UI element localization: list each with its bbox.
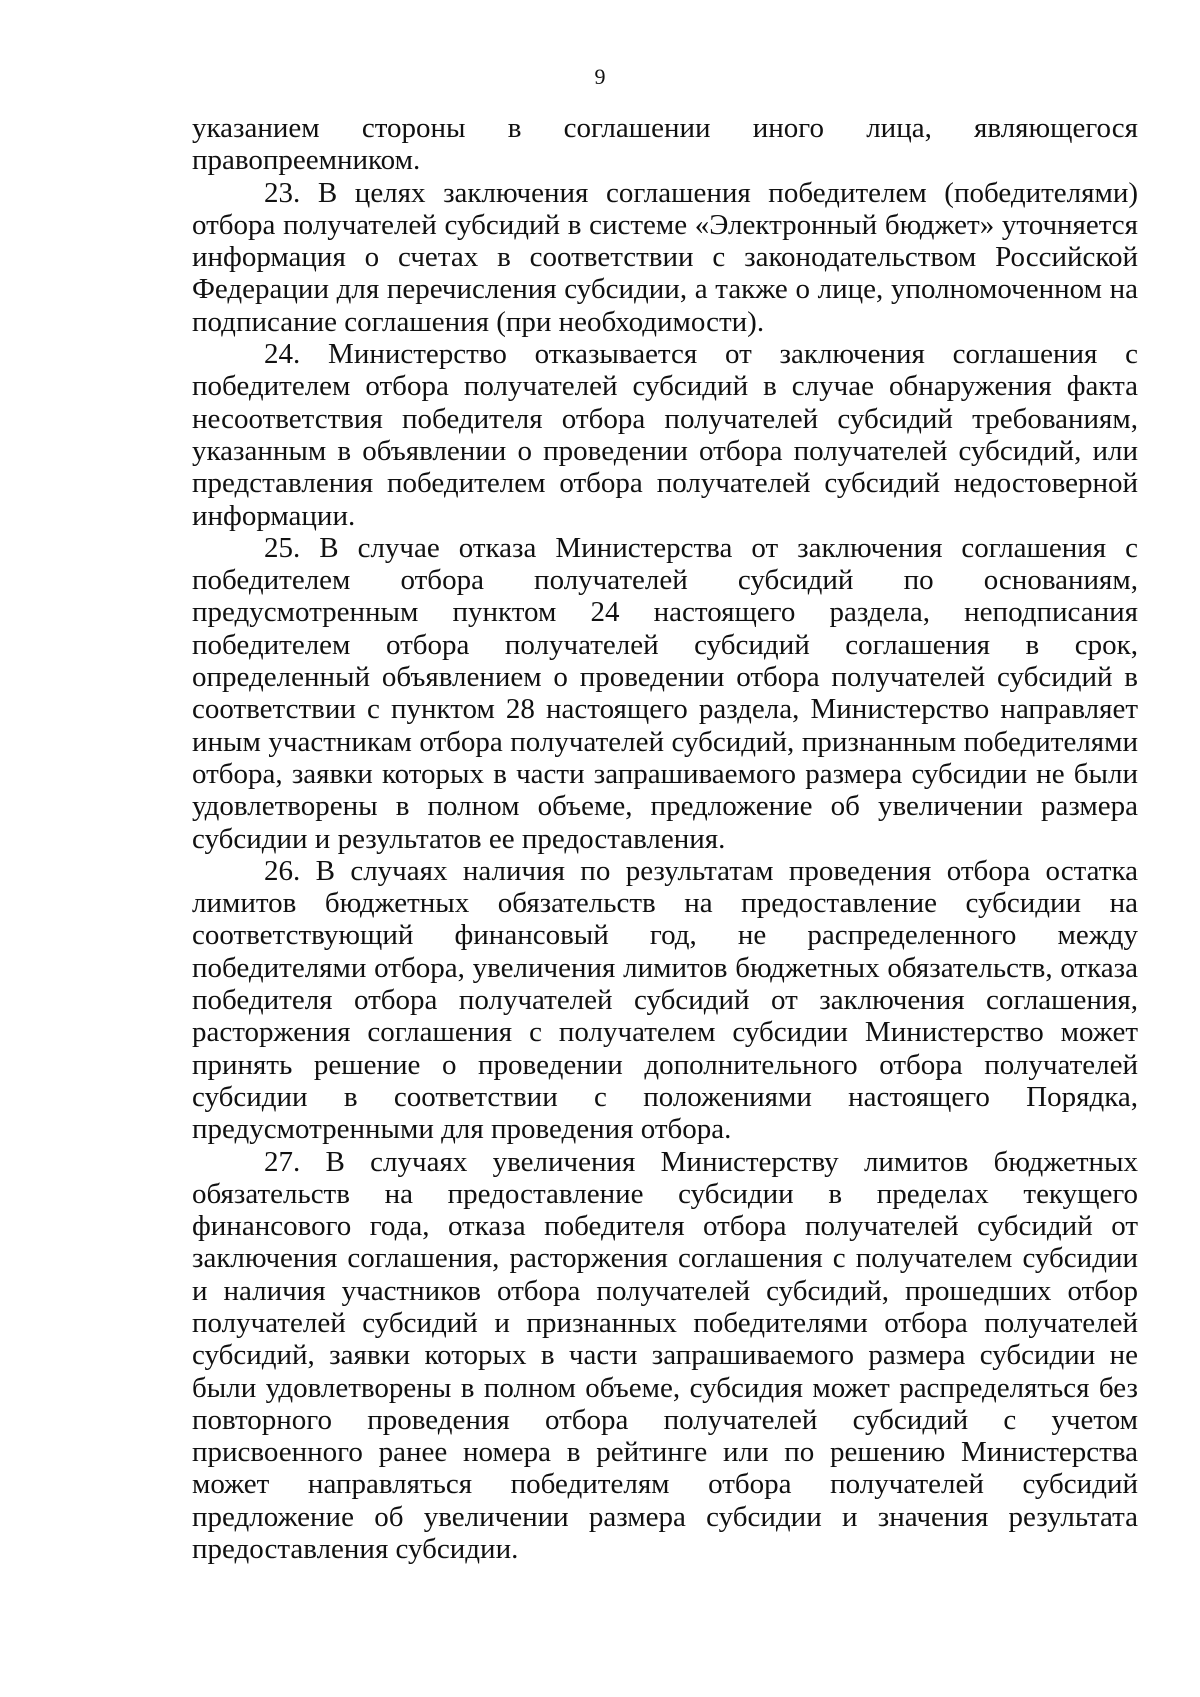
paragraph-clause-24: 24. Министерство отказывается от заключения соглашения с победителем отбора получателей субсидий в случае обнаружения факта несоответствия победителя отбора получателей субсидий требованиям, указанным в объявлении о проведении отбора получателей субсидий, или представления победителем отбора получателей субсидий недостоверной информации. [192,338,1138,532]
paragraph-clause-25: 25. В случае отказа Министерства от заключения соглашения с победителем отбора получателей субсидий по основаниям, предусмотренным пунктом 24 настоящего раздела, неподписания победителем отбора получателей субсидий соглашения в срок, определенный объявлением о проведении отбора получателей субсидий в соответствии с пунктом 28 настоящего раздела, Министерство направляет иным участникам отбора получателей субсидий, признанным победителями отбора, заявки которых в части запрашиваемого размера субсидии не были удовлетворены в полном объеме, предложение об увеличении размера субсидии и результатов ее предоставления. [192,531,1138,855]
document-body [192,112,1138,1565]
paragraph-clause-27: 27. В случаях увеличения Министерству лимитов бюджетных обязательств на предоставление субсидии в пределах текущего финансового года, отказа победителя отбора получателей субсидий от заключения соглашения, расторжения соглашения с получателем субсидии и наличия участников отбора получателей субсидий, прошедших отбор получателей субсидий и признанных победителями отбора получателей субсидий, заявки которых в части запрашиваемого размера субсидии не были удовлетворены в полном объеме, субсидия может распределяться без повторного проведения отбора получателей субсидий с учетом присвоенного ранее номера в рейтинге или по решению Министерства может направляться победителям отбора получателей субсидий предложение об увеличении размера субсидии и значения результата предоставления субсидии. [192,1145,1138,1566]
page-number: 9 [594,64,606,89]
paragraph-clause-23: 23. В целях заключения соглашения победителем (победителями) отбора получателей субсидий в системе «Электронный бюджет» уточняется информация о счетах в соответствии с законодательством Российской Федерации для перечисления субсидии, а также о лице, уполномоченном на подписание соглашения (при необходимости). [192,176,1138,338]
paragraph-clause-26: 26. В случаях наличия по результатам проведения отбора остатка лимитов бюджетных обязательств на предоставление субсидии на соответствующий финансовый год, не распределенного между победителями отбора, увеличения лимитов бюджетных обязательств, отказа победителя отбора получателей субсидий от заключения соглашения, расторжения соглашения с получателем субсидии Министерство может принять решение о проведении дополнительного отбора получателей субсидии в соответствии с положениями настоящего Порядка, предусмотренными для проведения отбора. [192,854,1138,1146]
paragraph-continuation: указанием стороны в соглашении иного лица, являющегося правопреемником. [192,112,1138,177]
